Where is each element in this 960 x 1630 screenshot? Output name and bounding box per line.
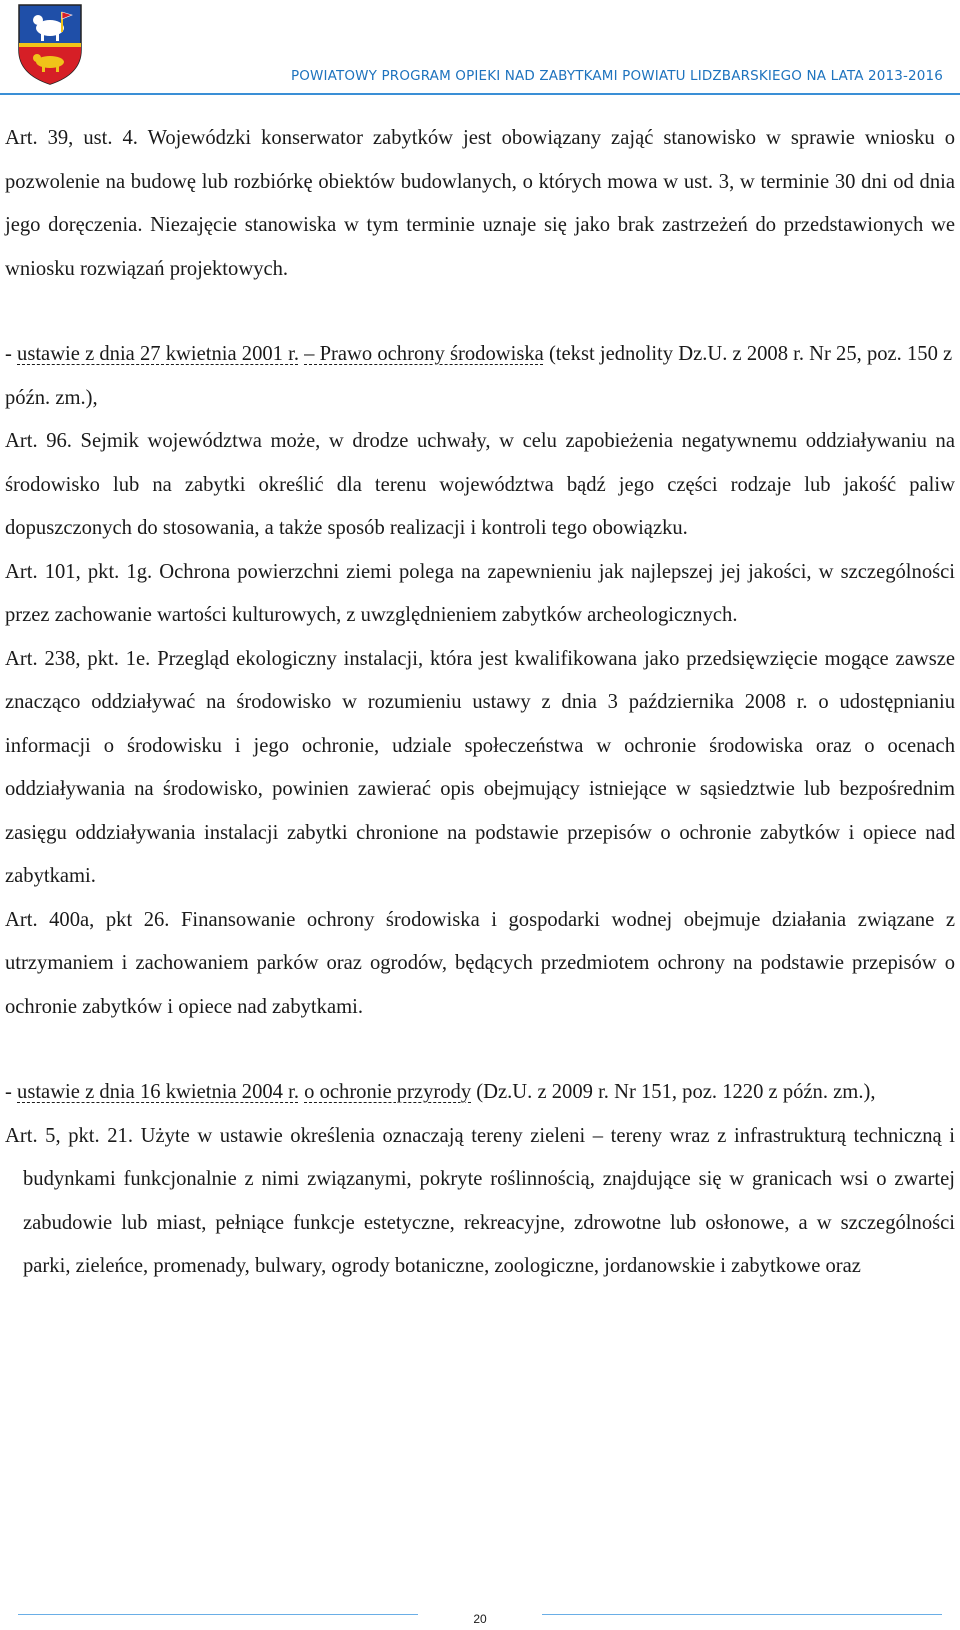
- law-reference-nature: [5, 1071, 955, 1115]
- law-link-date[interactable]: ustawie z dnia 16 kwietnia 2004 r.: [17, 1081, 299, 1103]
- law-link-date[interactable]: ustawie z dnia 27 kwietnia 2001 r.: [17, 343, 299, 365]
- law-link-title[interactable]: – Prawo ochrony środowiska: [304, 343, 544, 365]
- ref-suffix: (Dz.U. z 2009 r. Nr 151, poz. 1220 z późn. zm.),: [471, 1081, 876, 1103]
- page-header: [0, 0, 960, 100]
- law-reference-environment: [5, 333, 955, 420]
- document-header-title: POWIATOWY PROGRAM OPIEKI NAD ZABYTKAMI POWIATU LIDZBARSKIEGO NA LATA 2013-2016: [290, 68, 943, 84]
- article-400a-paragraph: Art. 400a, pkt 26. Finansowanie ochrony środowiska i gospodarki wodnej obejmuje działania związane z utrzymaniem i zachowaniem parków oraz ogrodów, będących przedmiotem ochrony na podstawie przepisów o ochronie zabytków i opiece nad zabytkami.: [5, 908, 955, 1018]
- law-link-title[interactable]: o ochronie przyrody: [304, 1081, 472, 1103]
- coat-of-arms-icon: [16, 2, 84, 86]
- article-96-paragraph: Art. 96. Sejmik województwa może, w drodze uchwały, w celu zapobieżenia negatywnemu oddziaływaniu na środowisko lub na zabytki określić dla terenu województwa bądź jego części rodzaje lub jakość paliw dopuszczonych do stosowania, a także sposób realizacji i kontroli tego obowiązku.: [5, 430, 955, 539]
- spacer: [5, 1029, 955, 1071]
- header-divider: [0, 93, 960, 95]
- ref-suffix: (tekst jednolity Dz.U. z 2008 r. Nr 25, poz. 150 z późn. zm.),: [5, 343, 953, 409]
- ref-prefix: -: [5, 1081, 18, 1103]
- document-body: [5, 117, 955, 1289]
- article-238-paragraph: Art. 238, pkt. 1e. Przegląd ekologiczny instalacji, która jest kwalifikowana jako przedsięwzięcie mogące zawsze znacząco oddziaływać na środowisko w rozumieniu ustawy z dnia 3 października 2008 r. o udostępnianiu informacji o środowisku i jego ochronie, udziale społeczeństwa w ochronie środowiska oraz o ocenach oddziaływania na środowisko, powinien zawierać opis obejmujący istniejące w sąsiedztwie lub bezpośrednim zasięgu oddziaływania instalacji zabytki chronione na podstawie przepisów o ochronie zabytków i opiece nad zabytkami.: [5, 647, 955, 887]
- article-101-paragraph: Art. 101, pkt. 1g. Ochrona powierzchni ziemi polega na zapewnieniu jak najlepszej jej jakości, w szczególności przez zachowanie wartości kulturowych, z uwzględnieniem zabytków archeologicznych.: [5, 560, 955, 626]
- spacer: [5, 291, 955, 333]
- article-5-paragraph: Art. 5, pkt. 21. Użyte w ustawie określenia oznaczają tereny zieleni – tereny wraz z infrastrukturą techniczną i budynkami funkcjonalnie z nimi związanymi, pokryte roślinnością, znajdujące się w granicach wsi o zwartej zabudowie lub miast, pełniące funkcje estetyczne, rekreacyjne, zdrowotne lub osłonowe, a w szczególności parki, zieleńce, promenady, bulwary, ogrody botaniczne, zoologiczne, jordanowskie i zabytkowe oraz: [5, 1124, 955, 1277]
- page-number: 20: [473, 1612, 487, 1626]
- article-39-paragraph: Art. 39, ust. 4. Wojewódzki konserwator zabytków jest obowiązany zająć stanowisko w sprawie wniosku o pozwolenie na budowę lub rozbiórkę obiektów budowlanych, o których mowa w ust. 3, w terminie 30 dni od dnia jego doręczenia. Niezajęcie stanowiska w tym terminie uznaje się jako brak zastrzeżeń do przedstawionych we wniosku rozwiązań projektowych.: [5, 127, 955, 280]
- ref-prefix: -: [5, 343, 18, 365]
